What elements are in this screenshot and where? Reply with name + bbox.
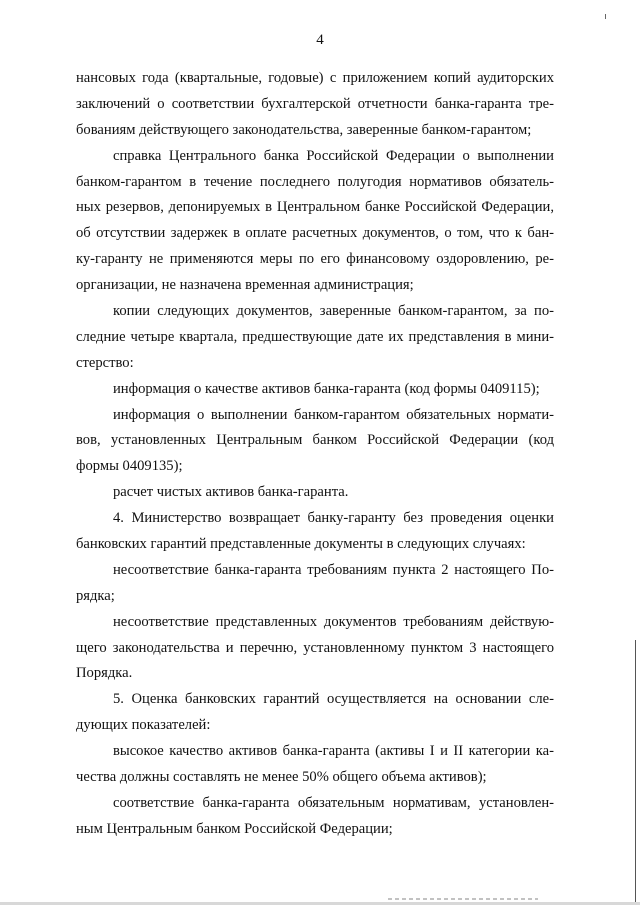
text-line: бованиям действующего законодательства, заверенные банком-гарантом; bbox=[76, 121, 532, 138]
text-line: нансовых года (квартальные, годовые) с приложением копий аудиторских bbox=[76, 70, 554, 86]
text-line: справка Центрального банка Российской Федерации о выполнении bbox=[113, 147, 554, 164]
page-number: 4 bbox=[316, 32, 324, 48]
scan-mark bbox=[605, 14, 606, 19]
text-line: информация о выполнении банком-гарантом обязательных нормати- bbox=[113, 406, 554, 423]
text-line: рядка; bbox=[76, 587, 115, 604]
text-line: ку-гаранту не применяются меры по его финансовому оздоровлению, ре- bbox=[76, 251, 554, 268]
text-line: информация о качестве активов банка-гаранта (код формы 0409115); bbox=[113, 380, 540, 397]
text-line: следние четыре квартала, предшествующие дате их представления в мини- bbox=[76, 328, 554, 345]
text-line: дующих показателей: bbox=[76, 717, 211, 734]
text-line: несоответствие банка-гаранта требованиям пункта 2 настоящего По- bbox=[113, 561, 554, 578]
text-line: заключений о соответствии бухгалтерской отчетности банка-гаранта тре- bbox=[76, 95, 554, 112]
text-line: соответствие банка-гаранта обязательным нормативам, установлен- bbox=[113, 794, 554, 811]
document-body bbox=[76, 66, 554, 843]
text-line: организации, не назначена временная администрация; bbox=[76, 277, 414, 294]
text-line: стерство: bbox=[76, 354, 134, 371]
text-line: расчет чистых активов банка-гаранта. bbox=[113, 484, 349, 501]
text-line: чества должны составлять не менее 50% общего объема активов); bbox=[76, 769, 487, 786]
text-line: щего законодательства и перечню, установленному пунктом 3 настоящего bbox=[76, 639, 554, 656]
text-line: высокое качество активов банка-гаранта (активы I и II категории ка- bbox=[113, 743, 554, 760]
text-line: вов, установленных Центральным банком Российской Федерации (код bbox=[76, 432, 554, 449]
text-line: формы 0409135); bbox=[76, 458, 183, 475]
text-line: банковских гарантий представленные документы в следующих случаях: bbox=[76, 536, 526, 553]
scan-edge-right bbox=[635, 640, 636, 902]
text-line: ных резервов, депонируемых в Центральном банке Российской Федерации, bbox=[76, 199, 554, 216]
text-line: 5. Оценка банковских гарантий осуществляется на основании сле- bbox=[113, 691, 554, 708]
text-line: несоответствие представленных документов требованиям действую- bbox=[113, 613, 554, 630]
text-line: Порядка. bbox=[76, 665, 133, 682]
text-line: 4. Министерство возвращает банку-гаранту без проведения оценки bbox=[113, 510, 554, 527]
text-line: банком-гарантом в течение последнего полугодия нормативов обязатель- bbox=[76, 173, 554, 190]
text-line: копии следующих документов, заверенные банком-гарантом, за по- bbox=[113, 303, 554, 320]
scan-footer-artifact bbox=[388, 898, 538, 900]
text-line: ным Центральным банком Российской Федерации; bbox=[76, 820, 393, 837]
text-line: об отсутствии задержек в оплате расчетных документов, о том, что к бан- bbox=[76, 225, 554, 242]
